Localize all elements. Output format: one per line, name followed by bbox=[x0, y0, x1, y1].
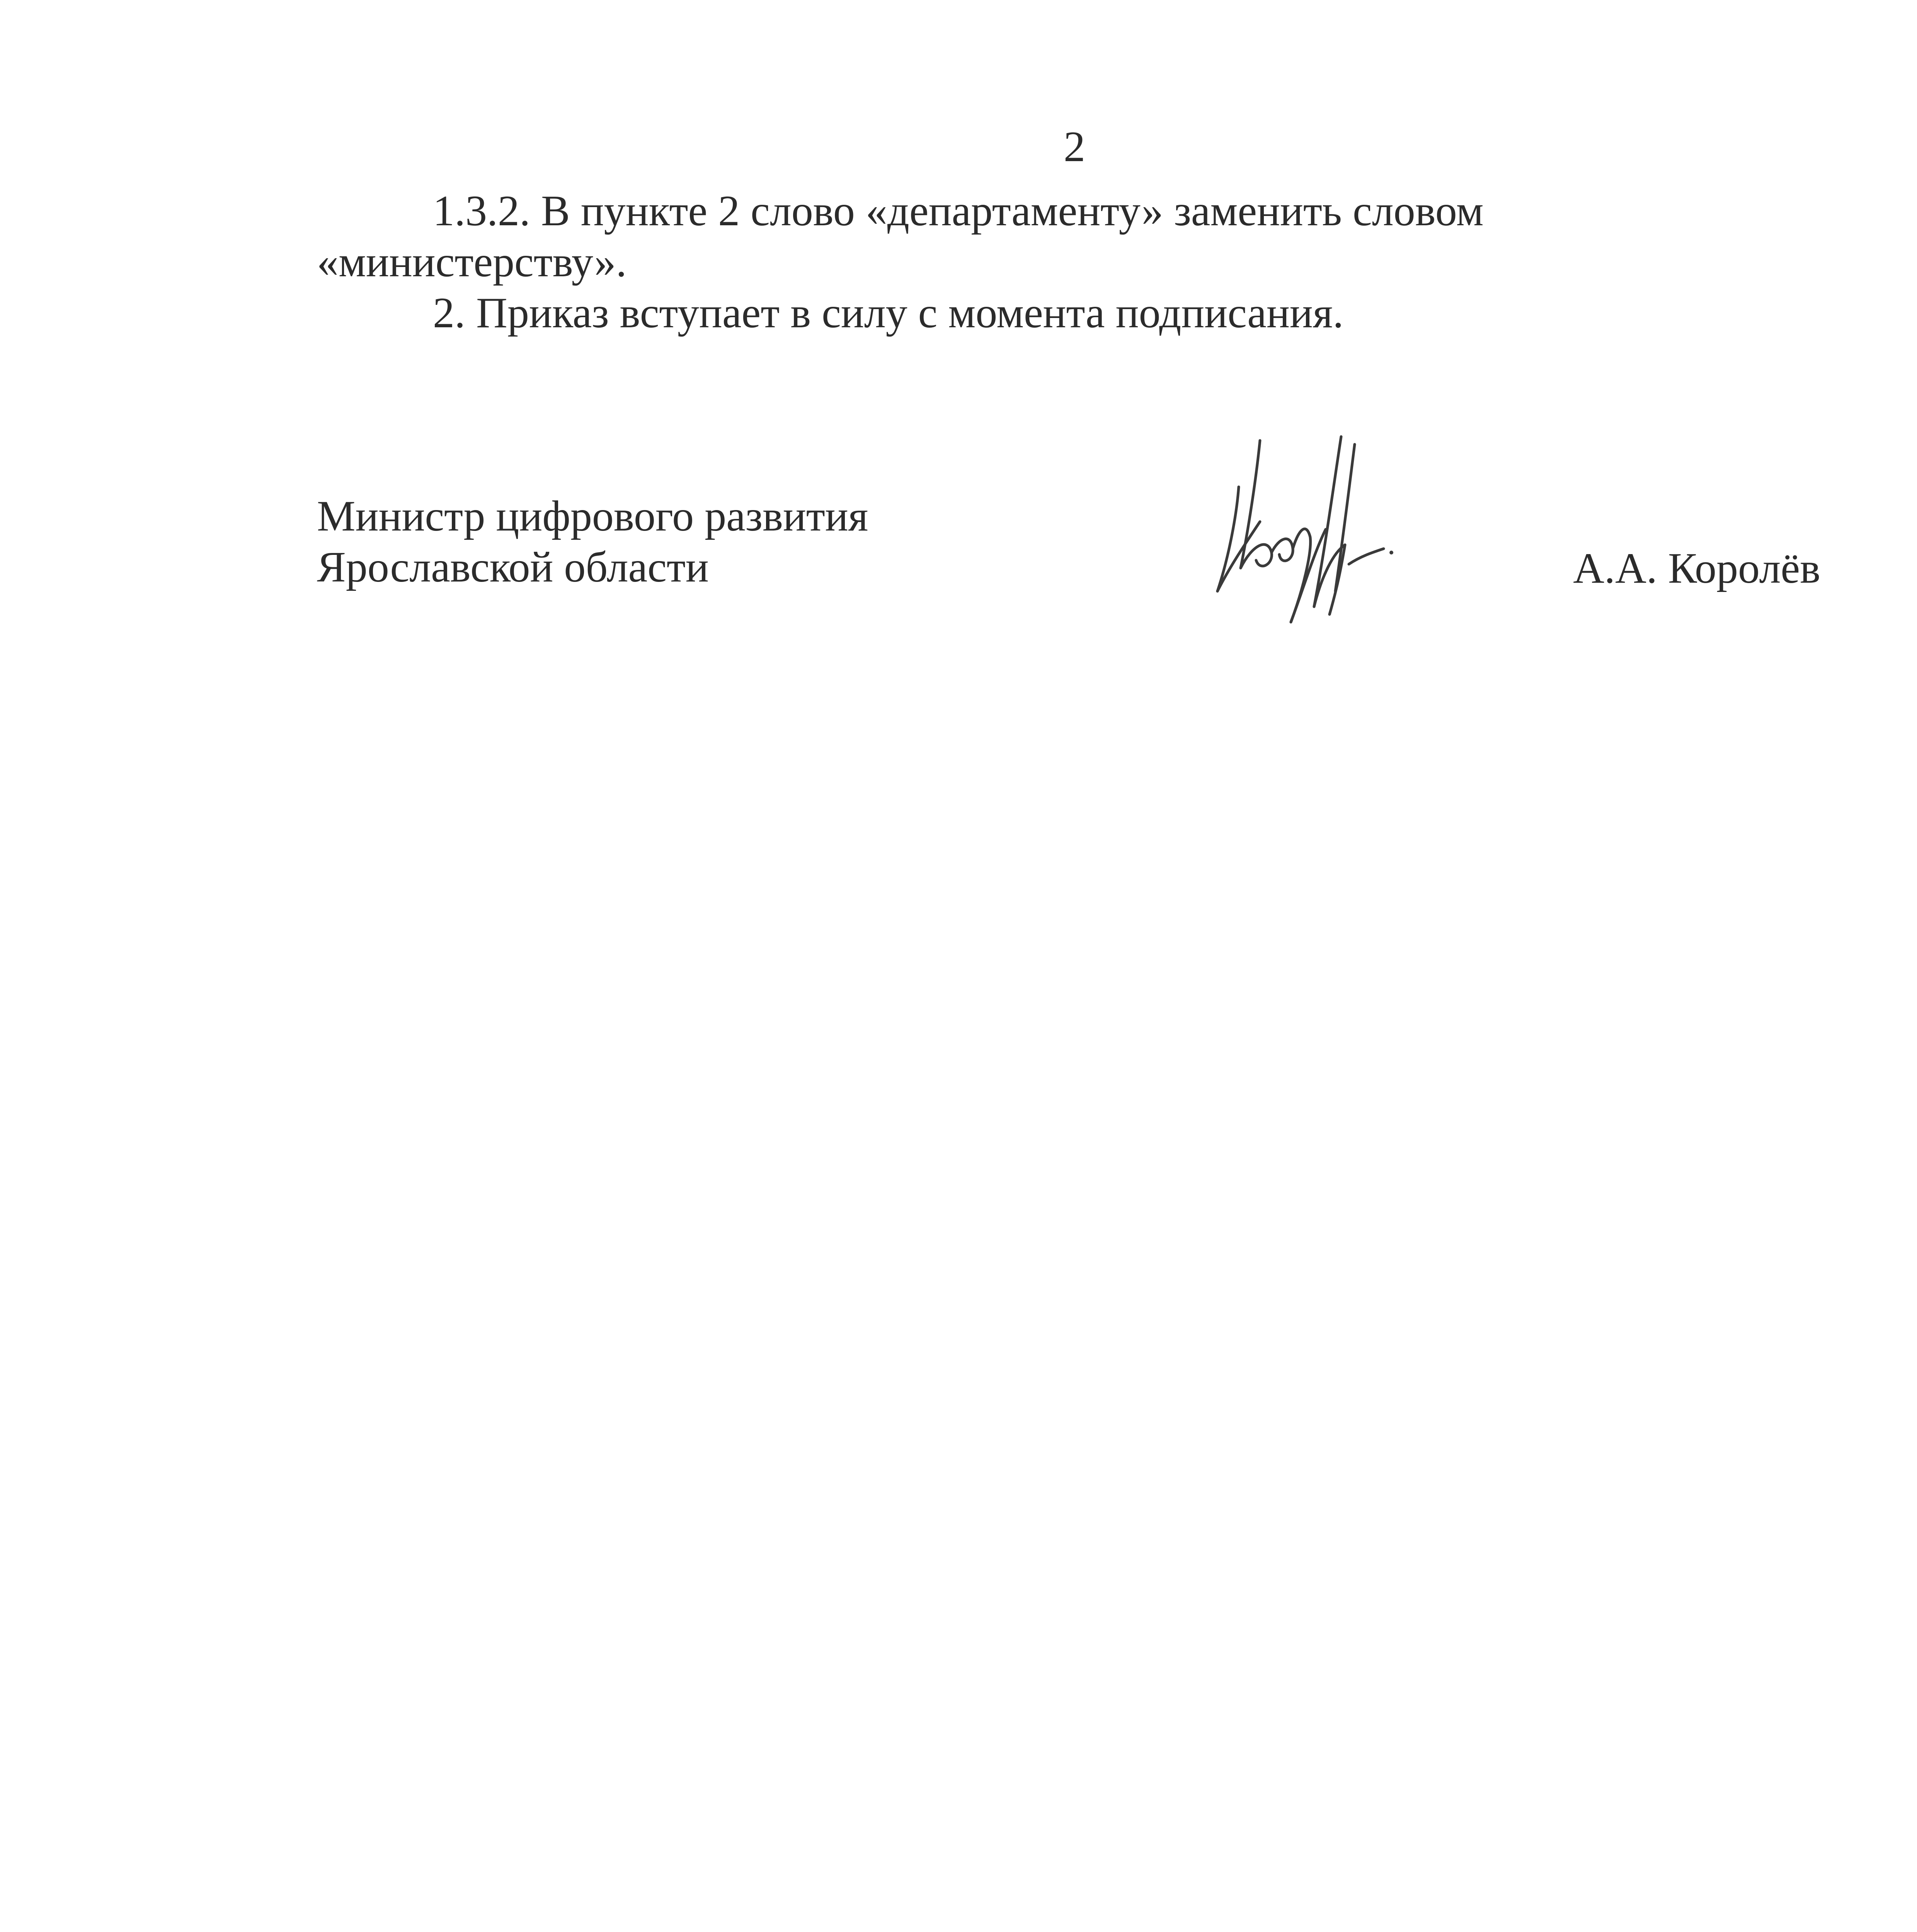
signer-name: А.А. Королёв bbox=[1573, 544, 1820, 592]
page-number: 2 bbox=[1064, 123, 1085, 171]
handwritten-signature bbox=[1202, 429, 1403, 630]
paragraph-1-3-2-line-2: «министерству». bbox=[317, 238, 627, 286]
paragraph-2: 2. Приказ вступает в силу с момента подписания. bbox=[433, 289, 1344, 337]
document-body bbox=[317, 185, 1820, 338]
paragraph-1-3-2-line-1: 1.3.2. В пункте 2 слово «департаменту» заменить словом bbox=[433, 187, 1484, 235]
signer-position bbox=[317, 491, 868, 593]
signer-position-line-1: Министр цифрового развития bbox=[317, 492, 868, 540]
signer-position-line-2: Ярославской области bbox=[317, 543, 709, 591]
paragraph-1-3-2 bbox=[317, 185, 1820, 287]
